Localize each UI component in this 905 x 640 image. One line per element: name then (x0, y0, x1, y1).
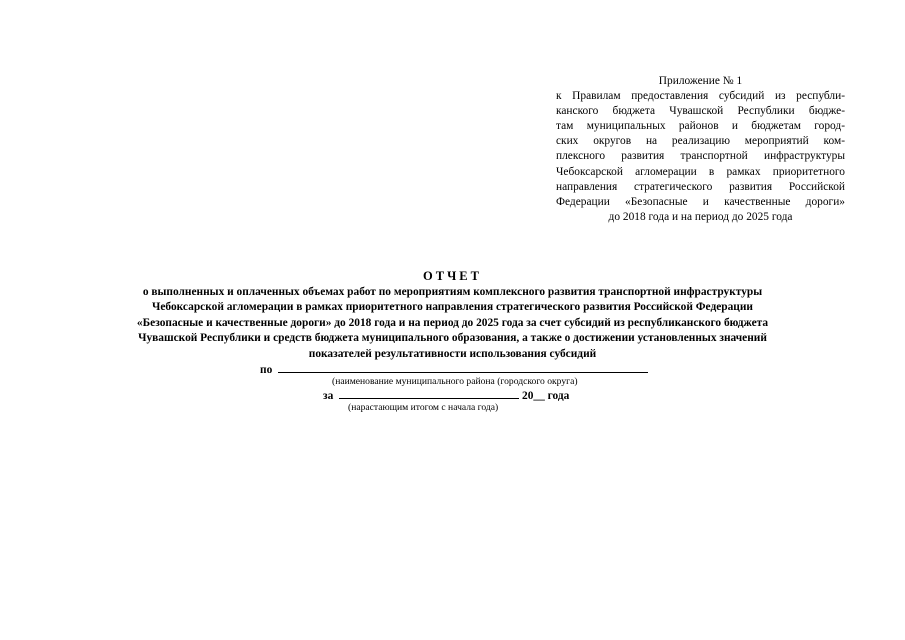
report-heading (80, 268, 825, 362)
appendix-block (556, 74, 845, 225)
report-subtitle-line: Чувашской Республики и средств бюджета муниципального образования, а также о достижении установленных значений (138, 332, 767, 345)
year-suffix: года (547, 390, 570, 402)
municipality-blank[interactable] (278, 361, 648, 373)
year-prefix: 20__ (522, 390, 545, 402)
appendix-line: до 2018 года и на период до 2025 года (608, 210, 793, 223)
report-subtitle (80, 285, 825, 362)
report-subtitle-line: «Безопасные и качественные дороги» до 2018 года и на период до 2025 года за счет субсидий из республиканского бюджета (136, 316, 769, 329)
report-subtitle-line: о выполненных и оплаченных объемах работ по мероприятиям комплексного развития транспортной инфраструктуры (142, 286, 763, 298)
report-subtitle-line: Чебоксарской агломерации в рамках приоритетного направления стратегического развития Российской Федерации (152, 301, 753, 314)
appendix-number: Приложение № 1 (658, 75, 743, 87)
appendix-line: Чебоксарской агломерации в рамках приоритетного (556, 165, 845, 178)
appendix-line: к Правилам предоставления субсидий из республи- (556, 90, 845, 103)
po-label: по (260, 364, 273, 376)
appendix-line: канского бюджета Чувашской Республики бюдже- (556, 105, 845, 118)
municipality-caption: (наименование муниципального района (городского округа) (332, 376, 578, 387)
period-blank[interactable] (339, 387, 519, 399)
appendix-text (556, 89, 845, 225)
report-subtitle-line: показателей результативности использования субсидий (308, 347, 597, 360)
za-label: за (323, 390, 334, 402)
appendix-line: плексного развития транспортной инфраструктуры (556, 150, 845, 163)
report-title: ОТЧЕТ (423, 269, 482, 283)
period-caption: (нарастающим итогом с начала года) (348, 402, 499, 413)
period-row (323, 387, 569, 402)
appendix-line: направления стратегического развития Российской (556, 180, 845, 193)
appendix-line: Федерации «Безопасные и качественные дороги» (556, 195, 845, 208)
municipality-row (260, 361, 648, 376)
appendix-line: там муниципальных районов и бюджетам город- (556, 120, 845, 133)
appendix-line: ских округов на реализацию мероприятий ком- (556, 135, 845, 148)
